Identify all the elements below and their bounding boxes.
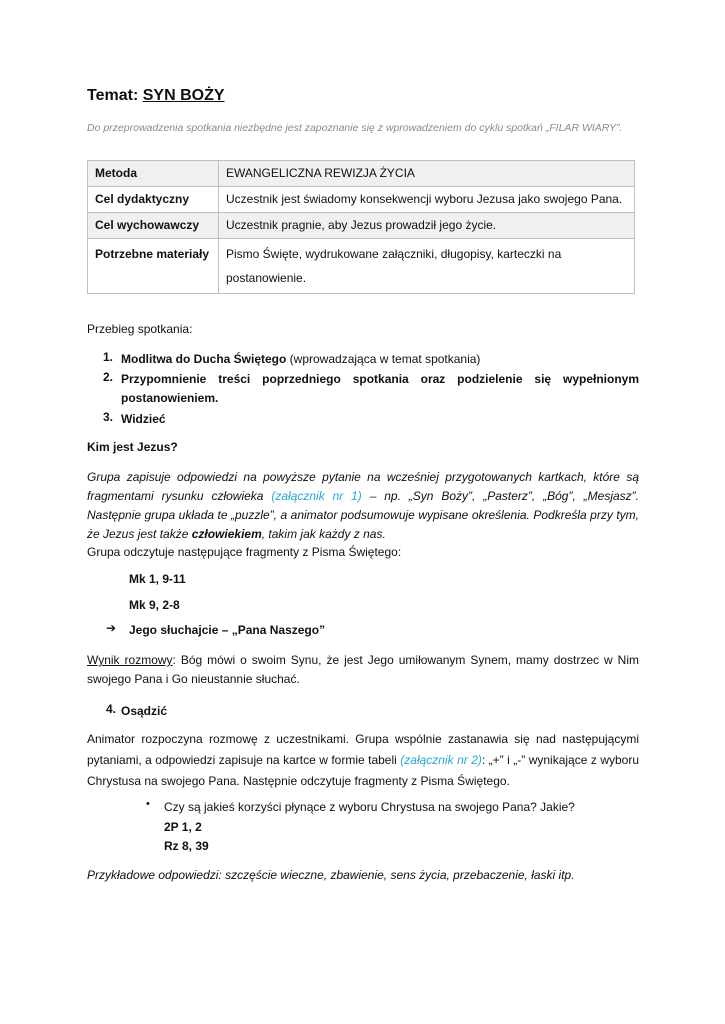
step-number: 2. [103, 370, 114, 384]
table-row [88, 161, 635, 187]
scripture-ref: Mk 9, 2-8 [129, 598, 180, 612]
przebieg-heading: Przebieg spotkania: [87, 322, 193, 336]
text-run: Animator rozpoczyna rozmowę z uczestnikami. Grupa wspólnie zastanawia się nad następującymi pytaniami, a odpowiedzi zapisuje na kartce w formie tabeli [87, 732, 639, 767]
example-answers: Przykładowe odpowiedzi: szczęście wieczne, zbawienie, sens życia, przebaczenie, łaski itp. [87, 868, 575, 882]
animator-paragraph [87, 729, 639, 792]
scripture-ref: Rz 8, 39 [164, 839, 209, 853]
text-run: – np. „Syn Boży”, „Pasterz”, „Bóg”, „Mesjasz”. Następnie grupa układa te „puzzle”, a animator podsumowuje wypisane określenia. Podkreśla przy tym, że Jezus jest także [87, 489, 640, 541]
row-label: Cel wychowawczy [88, 213, 219, 239]
step-number: 3. [103, 410, 114, 424]
step-title: Modlitwa do Ducha Świętego [121, 352, 287, 366]
kim-paragraph [87, 468, 639, 544]
table-row [88, 187, 635, 213]
text-run: : „+” i „-” wynikające z wyboru Chrystusa na swojego Pana. Następnie odczytuje fragmenty z Pisma Świętego. [87, 753, 639, 788]
bullet-icon: • [146, 798, 150, 810]
arrow-right-icon: ➔ [106, 621, 117, 635]
bold-word: człowiekiem [191, 527, 262, 541]
attachment-link[interactable]: (załącznik nr 1) [271, 489, 362, 503]
step-title: Osądzić [121, 704, 168, 718]
scripture-ref: Mk 1, 9-11 [129, 572, 186, 586]
scripture-ref: 2P 1, 2 [164, 820, 202, 834]
arrow-line: Jego słuchajcie – „Pana Naszego” [129, 623, 326, 637]
wynik-paragraph [87, 651, 639, 689]
question-text: Czy są jakieś korzyści płynące z wyboru Chrystusa na swojego Pana? Jakie? [164, 800, 575, 814]
intro-note: Do przeprowadzenia spotkania niezbędne jest zapoznanie się z wprowadzeniem do cyklu spotkań „FILAR WIARY”. [87, 122, 623, 134]
step-note: (wprowadzająca w temat spotkania) [286, 352, 481, 366]
text-run: Grupa zapisuje odpowiedzi na powyższe pytanie na wcześniej przygotowanych kartkach, które są fragmentami rysunku człowieka [87, 470, 639, 503]
row-label: Potrzebne materiały [88, 239, 219, 294]
attachment-link[interactable]: (załącznik nr 2) [400, 753, 482, 767]
step-number: 4. [106, 702, 117, 716]
row-value: Uczestnik jest świadomy konsekwencji wyboru Jezusa jako swojego Pana. [219, 187, 635, 213]
kim-heading: Kim jest Jezus? [87, 440, 178, 454]
wynik-text: : Bóg mówi o swoim Synu, że jest Jego umiłowanym Synem, mamy dostrzec w Nim swojego Pana i Go nieustannie słuchać. [87, 653, 639, 686]
info-table [87, 160, 635, 294]
row-value: Uczestnik pragnie, aby Jezus prowadził jego życie. [219, 213, 635, 239]
row-value: Pismo Święte, wydrukowane załączniki, długopisy, karteczki na postanowienie. [219, 239, 635, 294]
table-row [88, 239, 635, 294]
text-run: , takim jak każdy z nas. [261, 527, 386, 541]
title-prefix: Temat: [87, 87, 139, 104]
odczytuje-line: Grupa odczytuje następujące fragmenty z Pisma Świętego: [87, 545, 402, 559]
step-item [121, 350, 639, 369]
wynik-label: Wynik rozmowy [87, 653, 173, 667]
step-number: 1. [103, 350, 114, 364]
step-title: Przypomnienie treści poprzedniego spotkania oraz podzielenie się wypełnionym postanowieniem. [121, 372, 639, 405]
row-value: EWANGELICZNA REWIZJA ŻYCIA [219, 161, 635, 187]
title-topic: SYN BOŻY [142, 87, 225, 104]
page-title [87, 87, 225, 105]
row-label: Cel dydaktyczny [88, 187, 219, 213]
table-row [88, 213, 635, 239]
row-label: Metoda [88, 161, 219, 187]
step-title: Widzieć [121, 412, 166, 426]
